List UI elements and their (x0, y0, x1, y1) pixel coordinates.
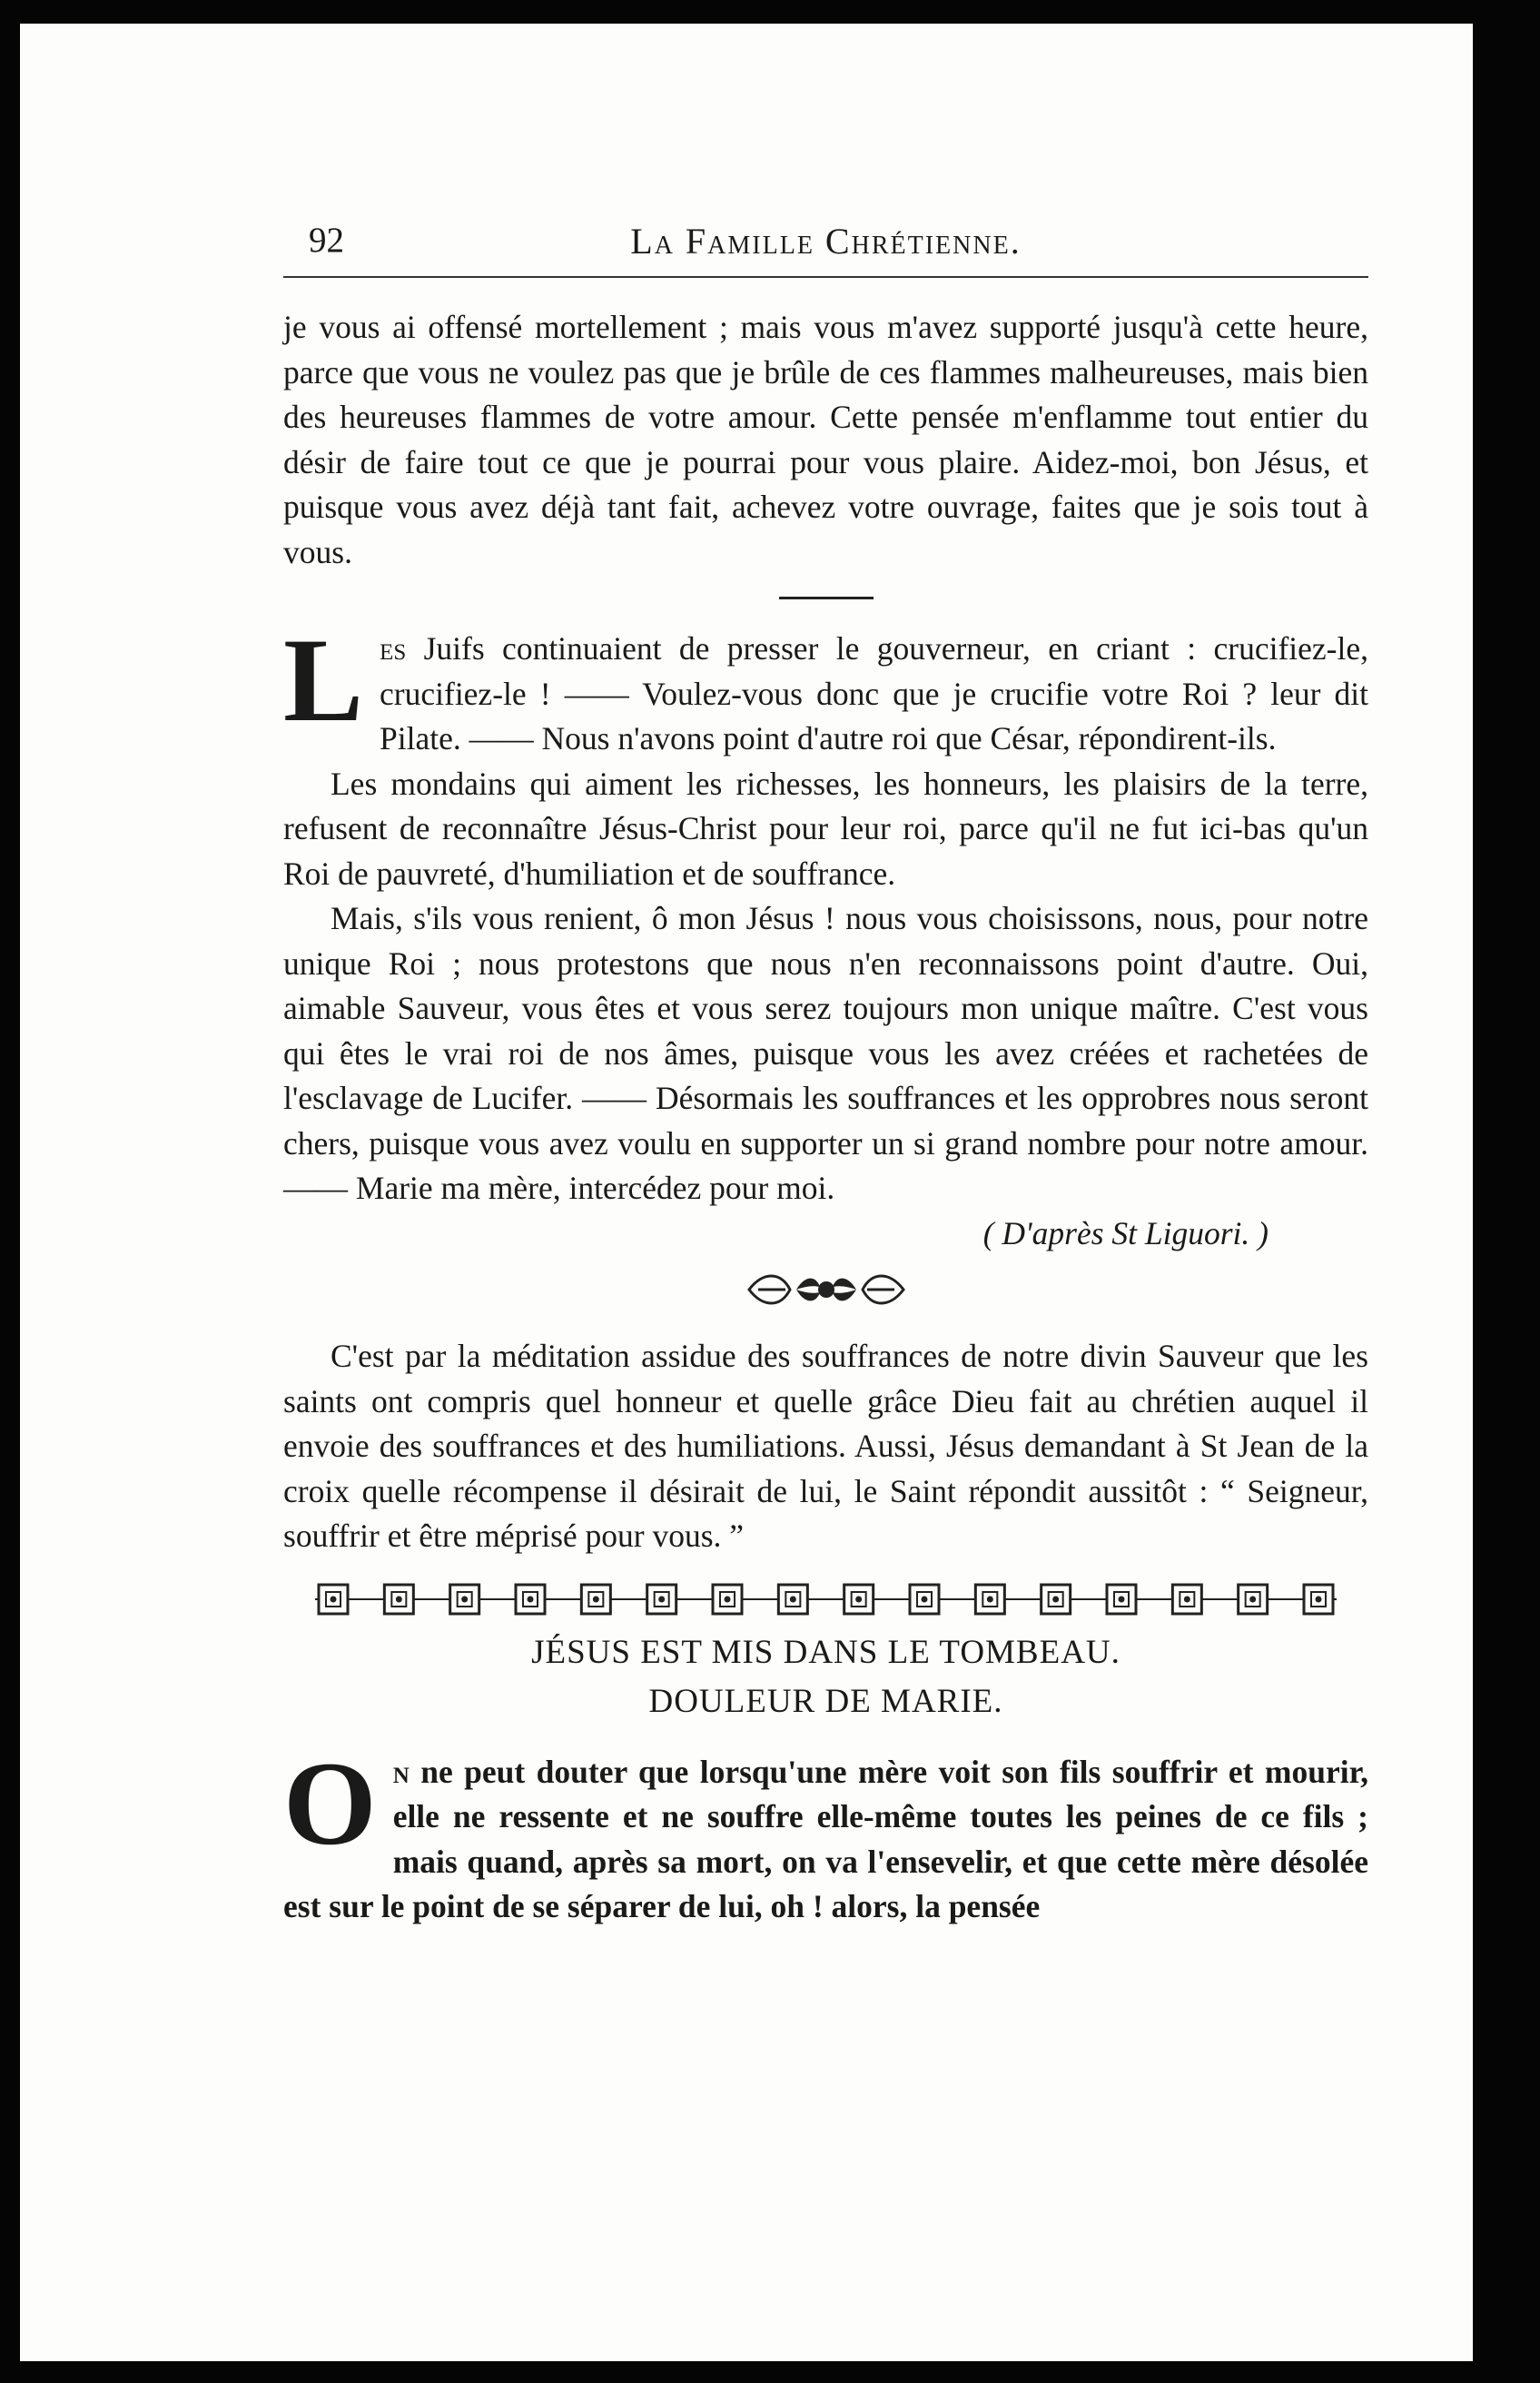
running-title: La Famille Chrétienne. (630, 221, 1022, 262)
rosette-square-icon (1304, 1585, 1333, 1614)
paragraph-5: C'est par la méditation assidue des souffrances de notre divin Sauveur que les saints ont compris quel honneur et quelle grâce Dieu fait au chrétien auquel il envoie des souffrances et des humiliations. Aussi, Jésus demandant à St Jean de la croix quelle récompense il désirait de lui, le Saint répondit aussitôt : “ Seigneur, souffrir et être méprisé pour vous. ” (283, 1338, 1368, 1554)
drop-cap-l: L (283, 613, 364, 747)
rosette-square-icon (384, 1585, 413, 1614)
rosette-square-icon (910, 1585, 939, 1614)
drop-cap-o: O (283, 1735, 377, 1870)
paragraph-2 (283, 613, 1368, 762)
rosette-square-icon (1172, 1585, 1201, 1614)
rosette-square-icon (1041, 1585, 1071, 1614)
rosette-square-icon (1107, 1585, 1136, 1614)
attribution: ( D'après St Liguori. ) (982, 1214, 1269, 1251)
paragraph-4: Mais, s'ils vous renient, ô mon Jésus ! nous vous choisissons, nous, pour notre unique Roi ; nous protestons que nous n'en reconnaissons point d'autre. Oui, aimable Sauveur, vous êtes et vous serez toujours mon unique maître. C'est vous qui êtes le vrai roi de nos âmes, puisque vous les avez créées et rachetées de l'esclavage de Lucifer. —— Désormais les souffrances et les opprobres nous seront chers, puisque vous avez voulu en supporter un si grand nombre pour notre amour. —— Marie ma mère, intercédez pour moi. (283, 900, 1368, 1206)
rosette-square-icon (450, 1585, 479, 1614)
running-header (283, 216, 1368, 267)
paragraph-2-text: Juifs continuaient de presser le gouverneur, en criant : crucifiez-le, crucifiez-le ! —— Voulez-vous donc que je crucifie votre Roi ? leur dit Pilate. —— Nous n'avons point d'autre roi que César, répondirent-ils. (380, 630, 1368, 756)
header-rule (283, 276, 1368, 278)
section-title-line-2: DOULEUR DE MARIE. (648, 1682, 1003, 1720)
paragraph-3: Les mondains qui aiment les richesses, les honneurs, les plaisirs de la terre, refusent de reconnaître Jésus-Christ pour leur roi, parce qu'il ne fut ici-bas qu'un Roi de pauvreté, d'humiliation et de souffrance. (283, 765, 1368, 892)
rosette-square-icon (778, 1585, 807, 1614)
rosette-square-icon (1239, 1585, 1268, 1614)
rosette-square-icon (975, 1585, 1004, 1614)
rosette-square-icon (647, 1585, 676, 1614)
paragraph-6 (283, 1735, 1368, 1930)
rosette-square-icon (581, 1585, 610, 1614)
rosette-square-icon (319, 1585, 348, 1614)
section-title-line-1: JÉSUS EST MIS DANS LE TOMBEAU. (531, 1633, 1120, 1671)
paragraph-1: je vous ai offensé mortellement ; mais vous m'avez supporté jusqu'à cette heure, parce que vous ne voulez pas que je brûle de ces flammes malheureuses, mais bien des heureuses flammes de votre amour. Cette pensée m'enflamme tout entier du désir de faire tout ce que je pourrai pour vous plaire. Aidez-moi, bon Jésus, et puisque vous avez déjà tant fait, achevez votre ouvrage, faites que je sois tout à vous. (283, 309, 1368, 570)
page-number: 92 (309, 221, 344, 260)
rosette-square-icon (844, 1585, 874, 1614)
rosette-square-icon (713, 1585, 742, 1614)
floral-vignette-icon (740, 1267, 913, 1312)
book-page (20, 24, 1473, 2361)
square-rosette-band-icon (315, 1579, 1337, 1619)
small-caps-lead: es (380, 630, 407, 667)
rosette-square-icon (516, 1585, 545, 1614)
small-caps-lead: n (392, 1753, 410, 1790)
paragraph-6-text: ne peut douter que lorsqu'une mère voit son fils souffrir et mourir, elle ne ressente et ne souffre elle-même toutes les peines de ce fils ; mais quand, après sa mort, on va l'ensevelir, et que cette mère désolée est sur le point de se séparer de lui, oh ! alors, la pensée (283, 1753, 1368, 1924)
section-separator (779, 597, 874, 599)
page-body (283, 305, 1368, 1930)
